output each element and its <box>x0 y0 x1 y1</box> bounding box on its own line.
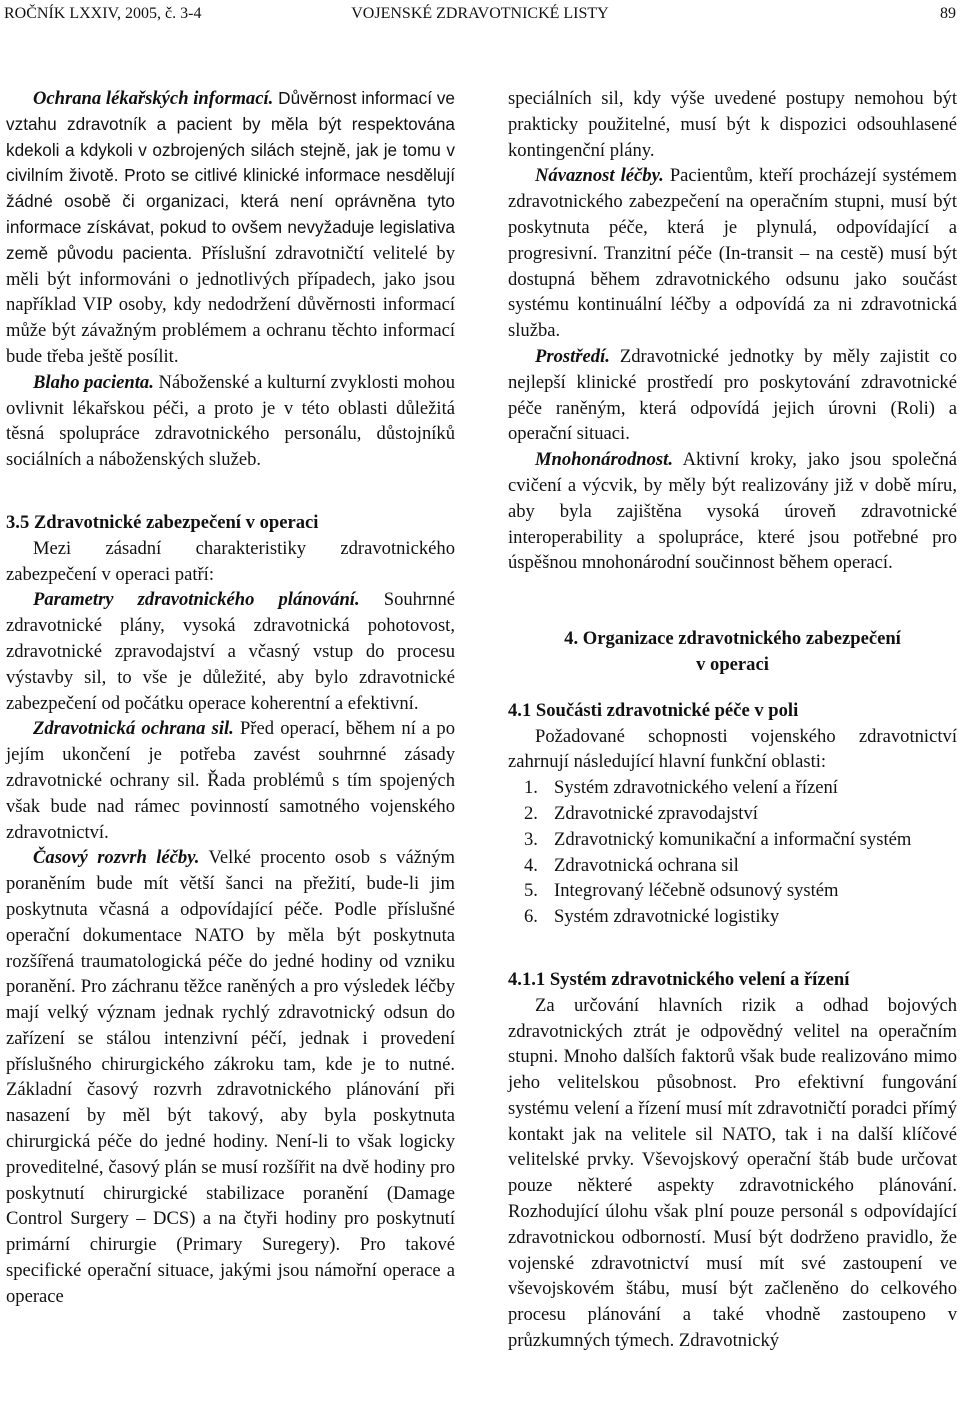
left-column <box>6 86 455 1310</box>
paragraph-planning-parameters <box>6 587 455 716</box>
section-3-5-heading: 3.5 Zdravotnické zabezpečení v operaci <box>6 511 319 533</box>
paragraph-text: Souhrnné zdravotnické plány, vysoká zdravotnická pohotovost, zdravotnické zpravodajství a včasný vstup do procesu výstavby sil, to vše je důležité, aby bylo zdravotnické zabezpečení od počátku operace koherentní a efektivní. <box>6 589 456 714</box>
paragraph-text: Před operací, během ní a po jejím ukončení je potřeba zavést souhrnné zásady zdravotnické ochrany sil. Řada problémů s tím spojených však bude nad rámec povinností samotného vojenského zdravotnictví. <box>6 718 455 843</box>
section-4-heading-line: v operaci <box>696 653 769 675</box>
paragraph-lead: Ochrana lékařských informací. <box>33 88 274 109</box>
paragraph-lead: Parametry zdravotnického plánování. <box>33 589 360 611</box>
list-item: 5. Integrovaný léčebně odsunový systém <box>524 880 839 902</box>
paragraph-patient-welfare <box>6 370 455 473</box>
section-4-1-1-heading: 4.1.1 Systém zdravotnického velení a řízení <box>508 968 850 990</box>
section-4-heading-line: 4. Organizace zdravotnického zabezpečení <box>564 628 901 650</box>
paragraph-lead: Blaho pacienta. <box>33 371 154 393</box>
paragraph-environment <box>508 344 957 447</box>
paragraph-lead: Mnohonárodnost. <box>535 449 673 471</box>
section-3-5-intro: Mezi zásadní charakteristiky zdravotnického zabezpečení v operaci patří: <box>6 537 455 585</box>
paragraph-text: Příslušní zdravotničtí velitelé by měli být informováni o jednotlivých případech, jako jsou například VIP osoby, kdy nedodržení důvěrnosti informací může být závažným problémem a ochranu těchto informací bude třeba ještě posílit. <box>6 242 455 367</box>
list-item: 1. Systém zdravotnického velení a řízení <box>524 777 838 799</box>
list-item: 4. Zdravotnická ochrana sil <box>524 854 739 876</box>
list-item: 2. Zdravotnické zpravodajství <box>524 802 758 824</box>
paragraph-text: Pacientům, kteří procházejí systémem zdravotnického zabezpečení na operačním stupni, musí být poskytnuta péče, která je plynulá, odpovídající a progresivní. Tranzitní péče (In-transit – na cestě) musí být dostupná během zdravotnického odsunu jako součást systému kontinuální léčby a odpovídá za ni zdravotnická služba. <box>508 165 957 342</box>
paragraph-text: Náboženské a kulturní zvyklosti mohou ovlivnit lékařskou péči, a proto je v této oblasti důležitá těsná spolupráce zdravotnického personálu, důstojníků sociálních a náboženských služeb. <box>6 371 456 471</box>
volume-info: ROČNÍK LXXIV, 2005, č. 3-4 <box>4 5 202 22</box>
paragraph-force-protection <box>6 716 455 845</box>
paragraph-treatment-timelines <box>6 845 455 1309</box>
section-4-1-heading: 4.1 Součásti zdravotnické péče v poli <box>508 699 799 721</box>
paragraph-continuation: speciálních sil, kdy výše uvedené postupy nemohou být prakticky použitelné, musí být k dispozici odsouhlasené kontingenční plány. <box>508 88 957 161</box>
paragraph-lead: Prostředí. <box>535 345 610 367</box>
paragraph-text: Zdravotnické jednotky by měly zajistit co nejlepší klinické prostředí pro poskytování zdravotnické péče raněným, která odpovídá jejich úrovni (Roli) a operační situaci. <box>508 345 957 445</box>
paragraph-lead: Návaznost léčby. <box>535 165 664 187</box>
paragraph-text: Velké procento osob s vážným poraněním bude mít větší šanci na přežití, bude-li jim poskytnuta včasná a odpovídající péče. Podle příslušné operační dokumentace NATO by měla být poskytnuta rozšířená traumatologická péče do jedné hodiny od vzniku poranění. Pro záchranu těžce raněných a pro výsledek léčby mají velký význam jednak rychlý zdravotnický odsun do zařízení se stálou intenzivní péčí, jednak i provedení příslušného chirurgického zákroku tam, kde je to nutné. Základní časový rozvrh zdravotnického plánování při nasazení by měl být takový, aby byla poskytnuta chirurgická péče do jedné hodiny. Není-li to však logicky proveditelné, časový plán se musí rozšířit na dvě hodiny pro poskytnutí chirurgické stabilizace poranění (Damage Control Surgery – DCS) a na čtyři hodiny pro poskytnutí primární chirurgie (Primary Suregery). Pro takové specifické operační situace, jakými jsou námořní operace a operace <box>6 847 456 1307</box>
list-item: 3. Zdravotnický komunikační a informační systém <box>524 828 912 850</box>
section-4-1-intro: Požadované schopnosti vojenského zdravotnictví zahrnují následující hlavní funkční oblasti: <box>508 725 957 773</box>
page-number: 89 <box>940 5 956 22</box>
journal-title: VOJENSKÉ ZDRAVOTNICKÉ LISTY <box>351 5 609 22</box>
list-item: 6. Systém zdravotnické logistiky <box>524 906 780 928</box>
paragraph-text: Důvěrnost informací ve vztahu zdravotník a pacient by měla být respektována kdekoli a kdykoli v ozbrojených silách stejně, jak je tomu v civilním životě. Proto se citlivé klinické informace nesdělují žádné osobě či organizaci, která není oprávněna tyto informace získávat, pokud to ovšem nevyžaduje legislativa země původu pacienta. <box>6 88 455 263</box>
section-4-1-1-text: Za určování hlavních rizik a odhad bojových zdravotnických ztrát je odpovědný velitel na operačním stupni. Mnoho dalších faktorů však bude realizováno mimo jeho velitelskou působnost. Pro efektivní fungování systému velení a řízení musí mít zdravotničtí poradci přímý kontakt jak na velitele sil NATO, tak i na další klíčové velitelské prvky. Vševojskový operační štáb bude určovat pouze některé aspekty zdravotnického plánování. Rozhodující úlohu však plní pouze personál s odpovídající zdravotnickou odborností. Musí být dodrženo pravidlo, že vojenské zdravotnictví musí mít své zastoupení ve vševojskovém štábu, musí být začleněno do celkového procesu plánování a také vhodně zastoupeno v průzkumných týmech. Zdravotnický <box>508 994 957 1352</box>
paragraph-lead: Časový rozvrh léčby. <box>33 847 200 869</box>
paragraph-text: Aktivní kroky, jako jsou společná cvičení a výcvik, by měly být realizovány již v době míru, aby byla zajištěna vysoká úroveň zdravotnické interoperability a spolupráce, které jsou potřebné pro úspěšnou mnohonárodní součinnost během operací. <box>508 449 957 574</box>
functional-areas-list <box>508 775 957 930</box>
paragraph-medical-information <box>6 86 455 370</box>
paragraph-lead: Zdravotnická ochrana sil. <box>33 718 234 740</box>
right-column <box>508 86 957 1354</box>
paragraph-multinationality <box>508 447 957 576</box>
running-header <box>0 0 960 28</box>
section-4-heading <box>508 626 957 678</box>
paragraph-continuity-of-care <box>508 163 957 344</box>
